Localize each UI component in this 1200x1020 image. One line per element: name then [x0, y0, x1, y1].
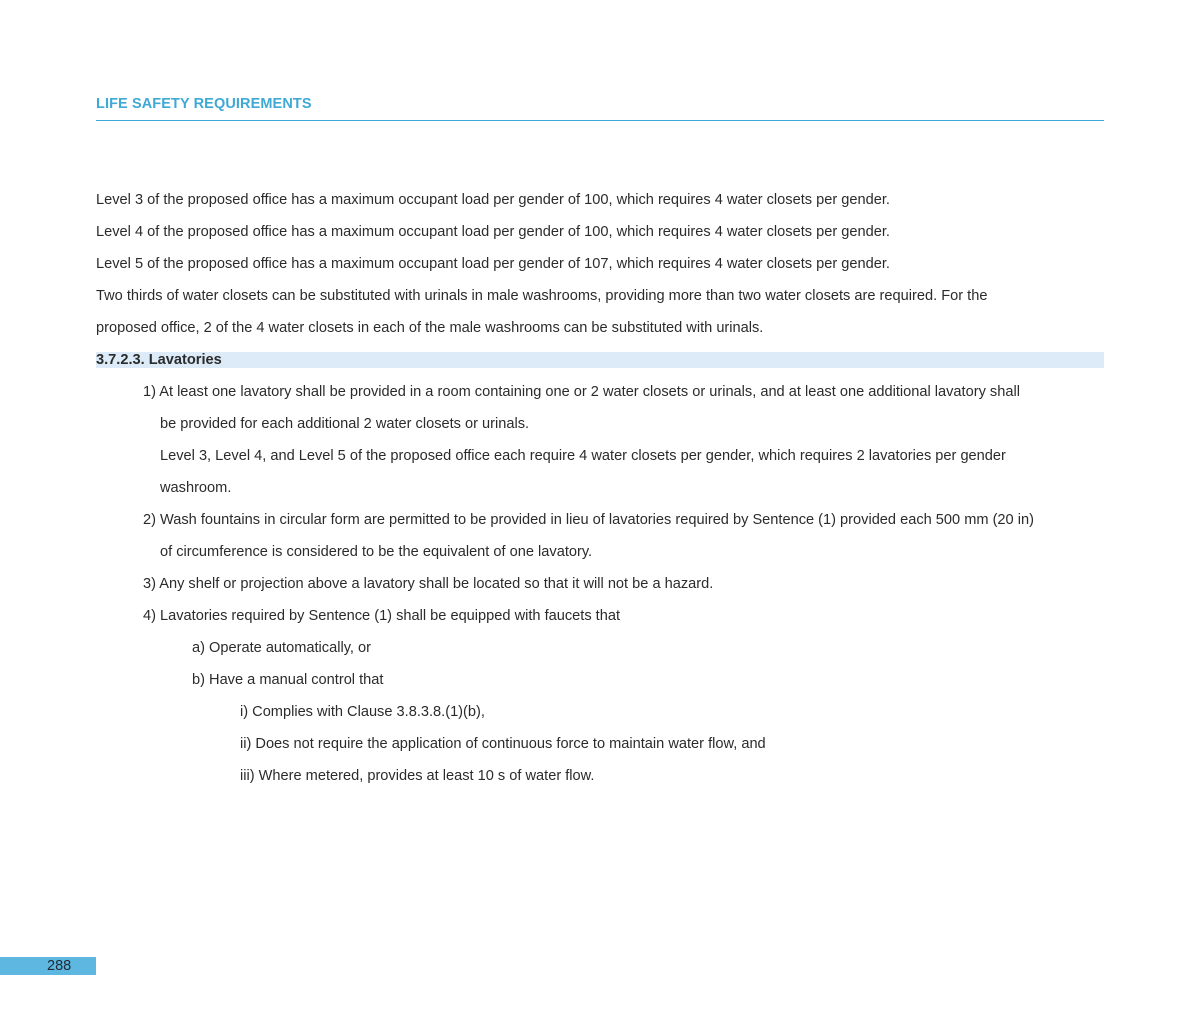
intro-line: proposed office, 2 of the 4 water closets in each of the male washrooms can be substituted with urinals. — [96, 320, 764, 336]
header-rule — [96, 120, 1104, 121]
list-item-4-a: a) Operate automatically, or — [192, 640, 371, 656]
list-item-1-line-2: be provided for each additional 2 water closets or urinals. — [160, 416, 530, 432]
list-item-2-line-2: of circumference is considered to be the equivalent of one lavatory. — [160, 544, 593, 560]
list-item-1-line-1: 1) At least one lavatory shall be provided in a room containing one or 2 water closets or urinals, and at least one additional lavatory shall — [143, 384, 1020, 400]
list-item-2-line-1: 2) Wash fountains in circular form are permitted to be provided in lieu of lavatories required by Sentence (1) provided each 500 mm (20 in) — [143, 512, 1034, 528]
intro-line: Level 3 of the proposed office has a maximum occupant load per gender of 100, which requires 4 water closets per gender. — [96, 192, 890, 208]
list-item-4-b-i: i) Complies with Clause 3.8.3.8.(1)(b), — [240, 704, 485, 720]
header-title: LIFE SAFETY REQUIREMENTS — [96, 96, 312, 112]
intro-line: Two thirds of water closets can be substituted with urinals in male washrooms, providing more than two water closets are required. For the — [96, 288, 988, 304]
page-number: 288 — [47, 958, 72, 974]
section-heading: 3.7.2.3. Lavatories — [96, 352, 222, 368]
list-item-1-note-line-2: washroom. — [160, 480, 232, 496]
section-heading-highlight — [96, 352, 1104, 368]
list-item-4-b-ii: ii) Does not require the application of continuous force to maintain water flow, and — [240, 736, 766, 752]
list-item-4-b: b) Have a manual control that — [192, 672, 384, 688]
intro-line: Level 5 of the proposed office has a maximum occupant load per gender of 107, which requires 4 water closets per gender. — [96, 256, 890, 272]
list-item-1-note-line-1: Level 3, Level 4, and Level 5 of the proposed office each require 4 water closets per gender, which requires 2 lavatories per gender — [160, 448, 1006, 464]
list-item-3: 3) Any shelf or projection above a lavatory shall be located so that it will not be a hazard. — [143, 576, 714, 592]
list-item-4: 4) Lavatories required by Sentence (1) shall be equipped with faucets that — [143, 608, 621, 624]
list-item-4-b-iii: iii) Where metered, provides at least 10 s of water flow. — [240, 768, 595, 784]
intro-line: Level 4 of the proposed office has a maximum occupant load per gender of 100, which requires 4 water closets per gender. — [96, 224, 890, 240]
